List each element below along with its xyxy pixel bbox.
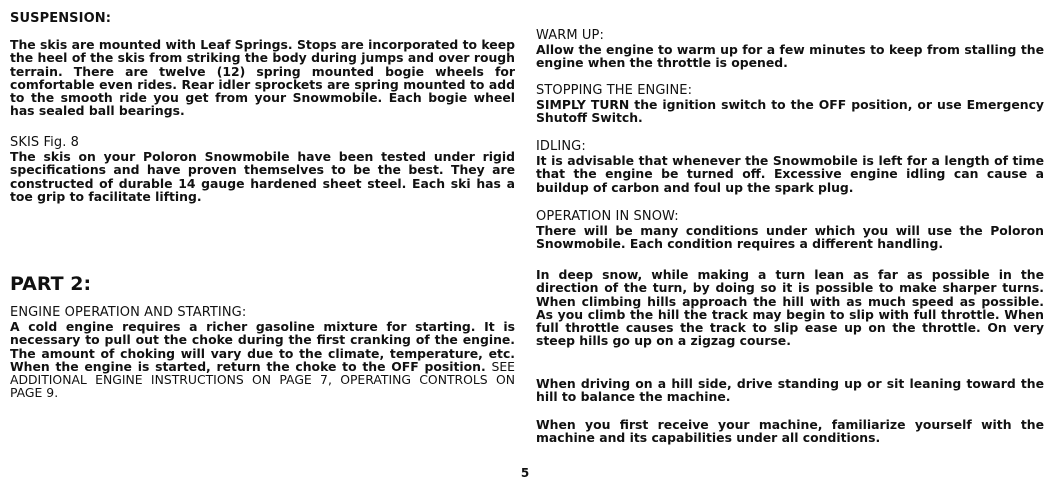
- warm-up-section: [536, 29, 1044, 70]
- operation-snow-section: [536, 210, 1044, 251]
- stopping-heading: STOPPING THE ENGINE:: [536, 83, 693, 98]
- warm-up-heading: WARM UP:: [536, 28, 604, 43]
- engine-operation-caps-note: SEE ADDITIONAL ENGINE INSTRUCTIONS ON PAGE 7, OPERATING CONTROLS ON PAGE 9.: [10, 358, 515, 401]
- idling-section: [536, 140, 1044, 194]
- skis-section: [10, 136, 515, 203]
- suspension-text: The skis are mounted with Leaf Springs. Stops are incorporated to keep the heel of the skis from striking the body during jumps and over rough terrain. There are twelve (12) spring mounted bogie wheels for comfortable even rides. Rear idler sprockets are spring mounted to add to the smooth ride you get from your Snowmobile. Each bogie wheel has sealed ball bearings.: [10, 37, 515, 119]
- skis-text: The skis on your Poloron Snowmobile have been tested under rigid specifications and have proven themselves to be the best. They are constructed of durable 14 gauge hardened sheet steel. Each ski has a toe grip to facilitate lifting.: [10, 149, 515, 204]
- suspension-heading: SUSPENSION:: [10, 11, 111, 26]
- engine-operation-section: [10, 306, 515, 400]
- page-number: 5: [520, 466, 530, 480]
- stopping-text: SIMPLY TURN the ignition switch to the OFF position, or use Emergency Shutoff Switch.: [536, 97, 1044, 126]
- operation-snow-text: There will be many conditions under which you will use the Poloron Snowmobile. Each condition requires a different handling.: [536, 223, 1044, 252]
- engine-operation-text: [10, 320, 515, 400]
- operation-snow-heading: OPERATION IN SNOW:: [536, 209, 679, 224]
- hill-side-text: When driving on a hill side, drive standing up or sit leaning toward the hill to balance the machine.: [536, 376, 1044, 405]
- skis-heading: SKIS Fig. 8: [10, 135, 80, 150]
- part-title: PART 2:: [10, 273, 92, 295]
- engine-operation-heading: ENGINE OPERATION AND STARTING:: [10, 305, 247, 320]
- deep-snow-text: In deep snow, while making a turn lean as far as possible in the direction of the turn, by doing so it is possible to make sharper turns. When climbing hills approach the hill with as much speed as possible. As you climb the hill the track may begin to slip with full throttle. When full throttle causes the track to slip ease up on the throttle. On very steep hills go up on a zigzag course.: [536, 267, 1044, 349]
- stopping-section: [536, 84, 1044, 125]
- engine-operation-body: A cold engine requires a richer gasoline mixture for starting. It is necessary to pull out the choke during the first cranking of the engine. The amount of choking will vary due to the climate, temperature, etc. When the engine is started, return the choke to the OFF position.: [10, 319, 515, 374]
- idling-heading: IDLING:: [536, 139, 586, 154]
- idling-text: It is advisable that whenever the Snowmobile is left for a length of time that the engine be turned off. Excessive engine idling can cause a buildup of carbon and foul up the spark plug.: [536, 153, 1044, 195]
- suspension-section: [10, 12, 515, 118]
- warm-up-text: Allow the engine to warm up for a few minutes to keep from stalling the engine when the throttle is opened.: [536, 42, 1044, 71]
- familiarize-text: When you first receive your machine, familiarize yourself with the machine and its capabilities under all conditions.: [536, 417, 1044, 446]
